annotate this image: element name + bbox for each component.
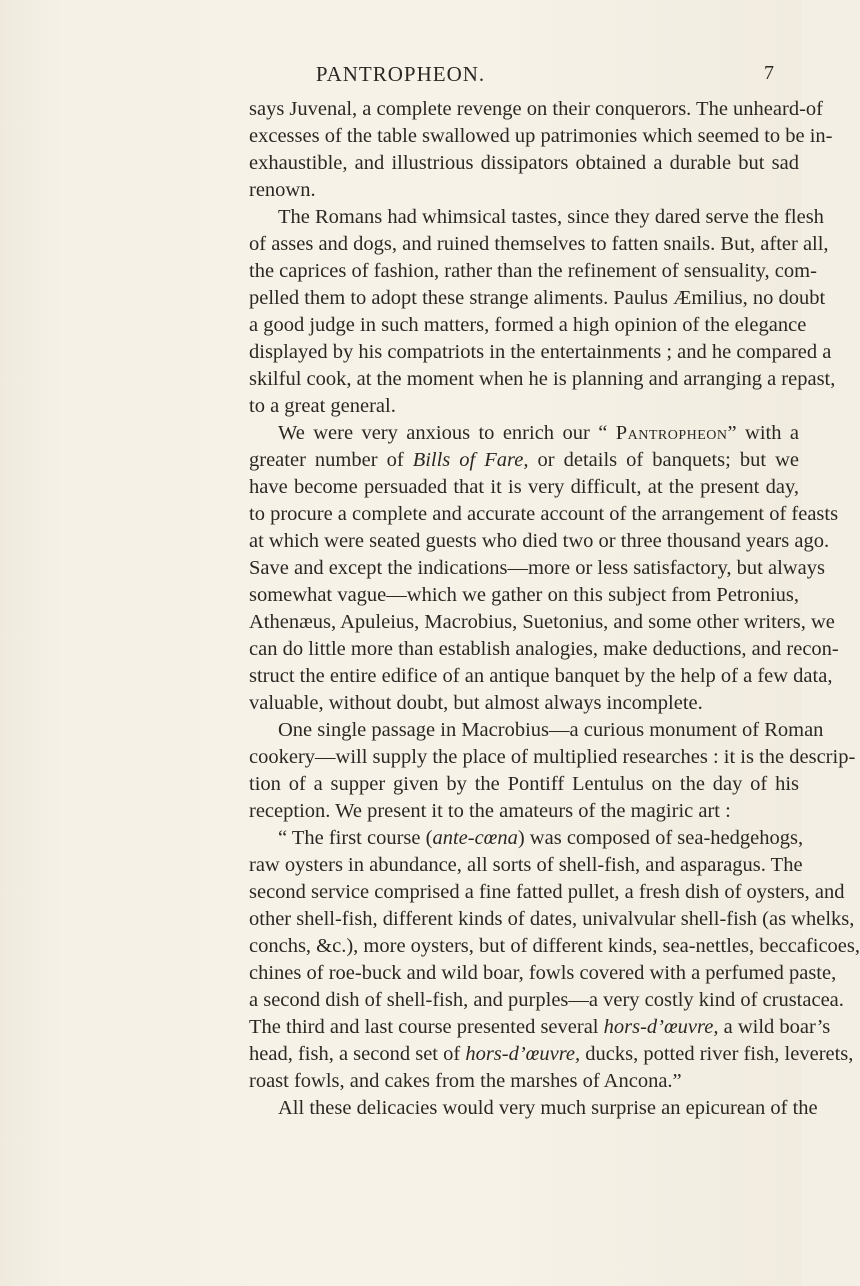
text-line: head, fish, a second set of hors-d’œuvre, ducks, potted river fish, leverets, bbox=[249, 1043, 854, 1065]
text-line: tion of a supper given by the Pontiff Lentulus on the day of his bbox=[249, 773, 799, 795]
text-line: We were very anxious to enrich our “ Pantropheon” with a bbox=[278, 422, 799, 444]
text-line: a good judge in such matters, formed a high opinion of the elegance bbox=[249, 314, 807, 336]
text-line: can do little more than establish analogies, make deductions, and recon- bbox=[249, 638, 839, 660]
text-line: somewhat vague—which we gather on this subject from Petronius, bbox=[249, 584, 799, 606]
text-line: roast fowls, and cakes from the marshes of Ancona.” bbox=[249, 1070, 682, 1092]
text-line: conchs, &c.), more oysters, but of different kinds, sea-nettles, beccaficoes, bbox=[249, 935, 860, 957]
text-line: All these delicacies would very much surprise an epicurean of the bbox=[278, 1097, 818, 1119]
text-line: renown. bbox=[249, 179, 316, 201]
text-line: One single passage in Macrobius—a curious monument of Roman bbox=[278, 719, 824, 741]
text-line: The Romans had whimsical tastes, since they dared serve the flesh bbox=[278, 206, 824, 228]
text-line: skilful cook, at the moment when he is planning and arranging a repast, bbox=[249, 368, 836, 390]
text-line: have become persuaded that it is very difficult, at the present day, bbox=[249, 476, 799, 498]
running-head bbox=[0, 62, 801, 90]
text-line: to procure a complete and accurate account of the arrangement of feasts bbox=[249, 503, 839, 525]
text-line: greater number of Bills of Fare, or details of banquets; but we bbox=[249, 449, 800, 471]
text-line: cookery—will supply the place of multiplied researches : it is the descrip- bbox=[249, 746, 856, 768]
text-line: to a great general. bbox=[249, 395, 396, 417]
text-line: Athenæus, Apuleius, Macrobius, Suetonius, and some other writers, we bbox=[249, 611, 835, 633]
text-line: valuable, without doubt, but almost always incomplete. bbox=[249, 692, 703, 714]
text-line: “ The first course (ante-cœna) was composed of sea-hedgehogs, bbox=[278, 827, 804, 849]
text-line: struct the entire edifice of an antique banquet by the help of a few data, bbox=[249, 665, 833, 687]
text-line: Save and except the indications—more or less satisfactory, but always bbox=[249, 557, 825, 579]
text-line: The third and last course presented several hors-d’œuvre, a wild boar’s bbox=[249, 1016, 831, 1038]
text-line: exhaustible, and illustrious dissipators obtained a durable but sad bbox=[249, 152, 799, 174]
text-line: displayed by his compatriots in the entertainments ; and he compared a bbox=[249, 341, 832, 363]
text-line: the caprices of fashion, rather than the refinement of sensuality, com- bbox=[249, 260, 817, 282]
text-line: other shell-fish, different kinds of dates, univalvular shell-fish (as whelks, bbox=[249, 908, 855, 930]
text-line: at which were seated guests who died two or three thousand years ago. bbox=[249, 530, 830, 552]
page-number: 7 bbox=[764, 62, 774, 84]
text-line: pelled them to adopt these strange aliments. Paulus Æmilius, no doubt bbox=[249, 287, 826, 309]
text-line: excesses of the table swallowed up patrimonies which seemed to be in- bbox=[249, 125, 833, 147]
text-line: a second dish of shell-fish, and purples—a very costly kind of crustacea. bbox=[249, 989, 844, 1011]
text-line: second service comprised a fine fatted pullet, a fresh dish of oysters, and bbox=[249, 881, 845, 903]
text-line: of asses and dogs, and ruined themselves to fatten snails. But, after all, bbox=[249, 233, 829, 255]
text-line: chines of roe-buck and wild boar, fowls covered with a perfumed paste, bbox=[249, 962, 837, 984]
text-line: reception. We present it to the amateurs of the magiric art : bbox=[249, 800, 731, 822]
running-head-title: PANTROPHEON. bbox=[315, 62, 486, 86]
text-line: says Juvenal, a complete revenge on their conquerors. The unheard-of bbox=[249, 98, 823, 120]
text-line: raw oysters in abundance, all sorts of shell-fish, and asparagus. The bbox=[249, 854, 803, 876]
